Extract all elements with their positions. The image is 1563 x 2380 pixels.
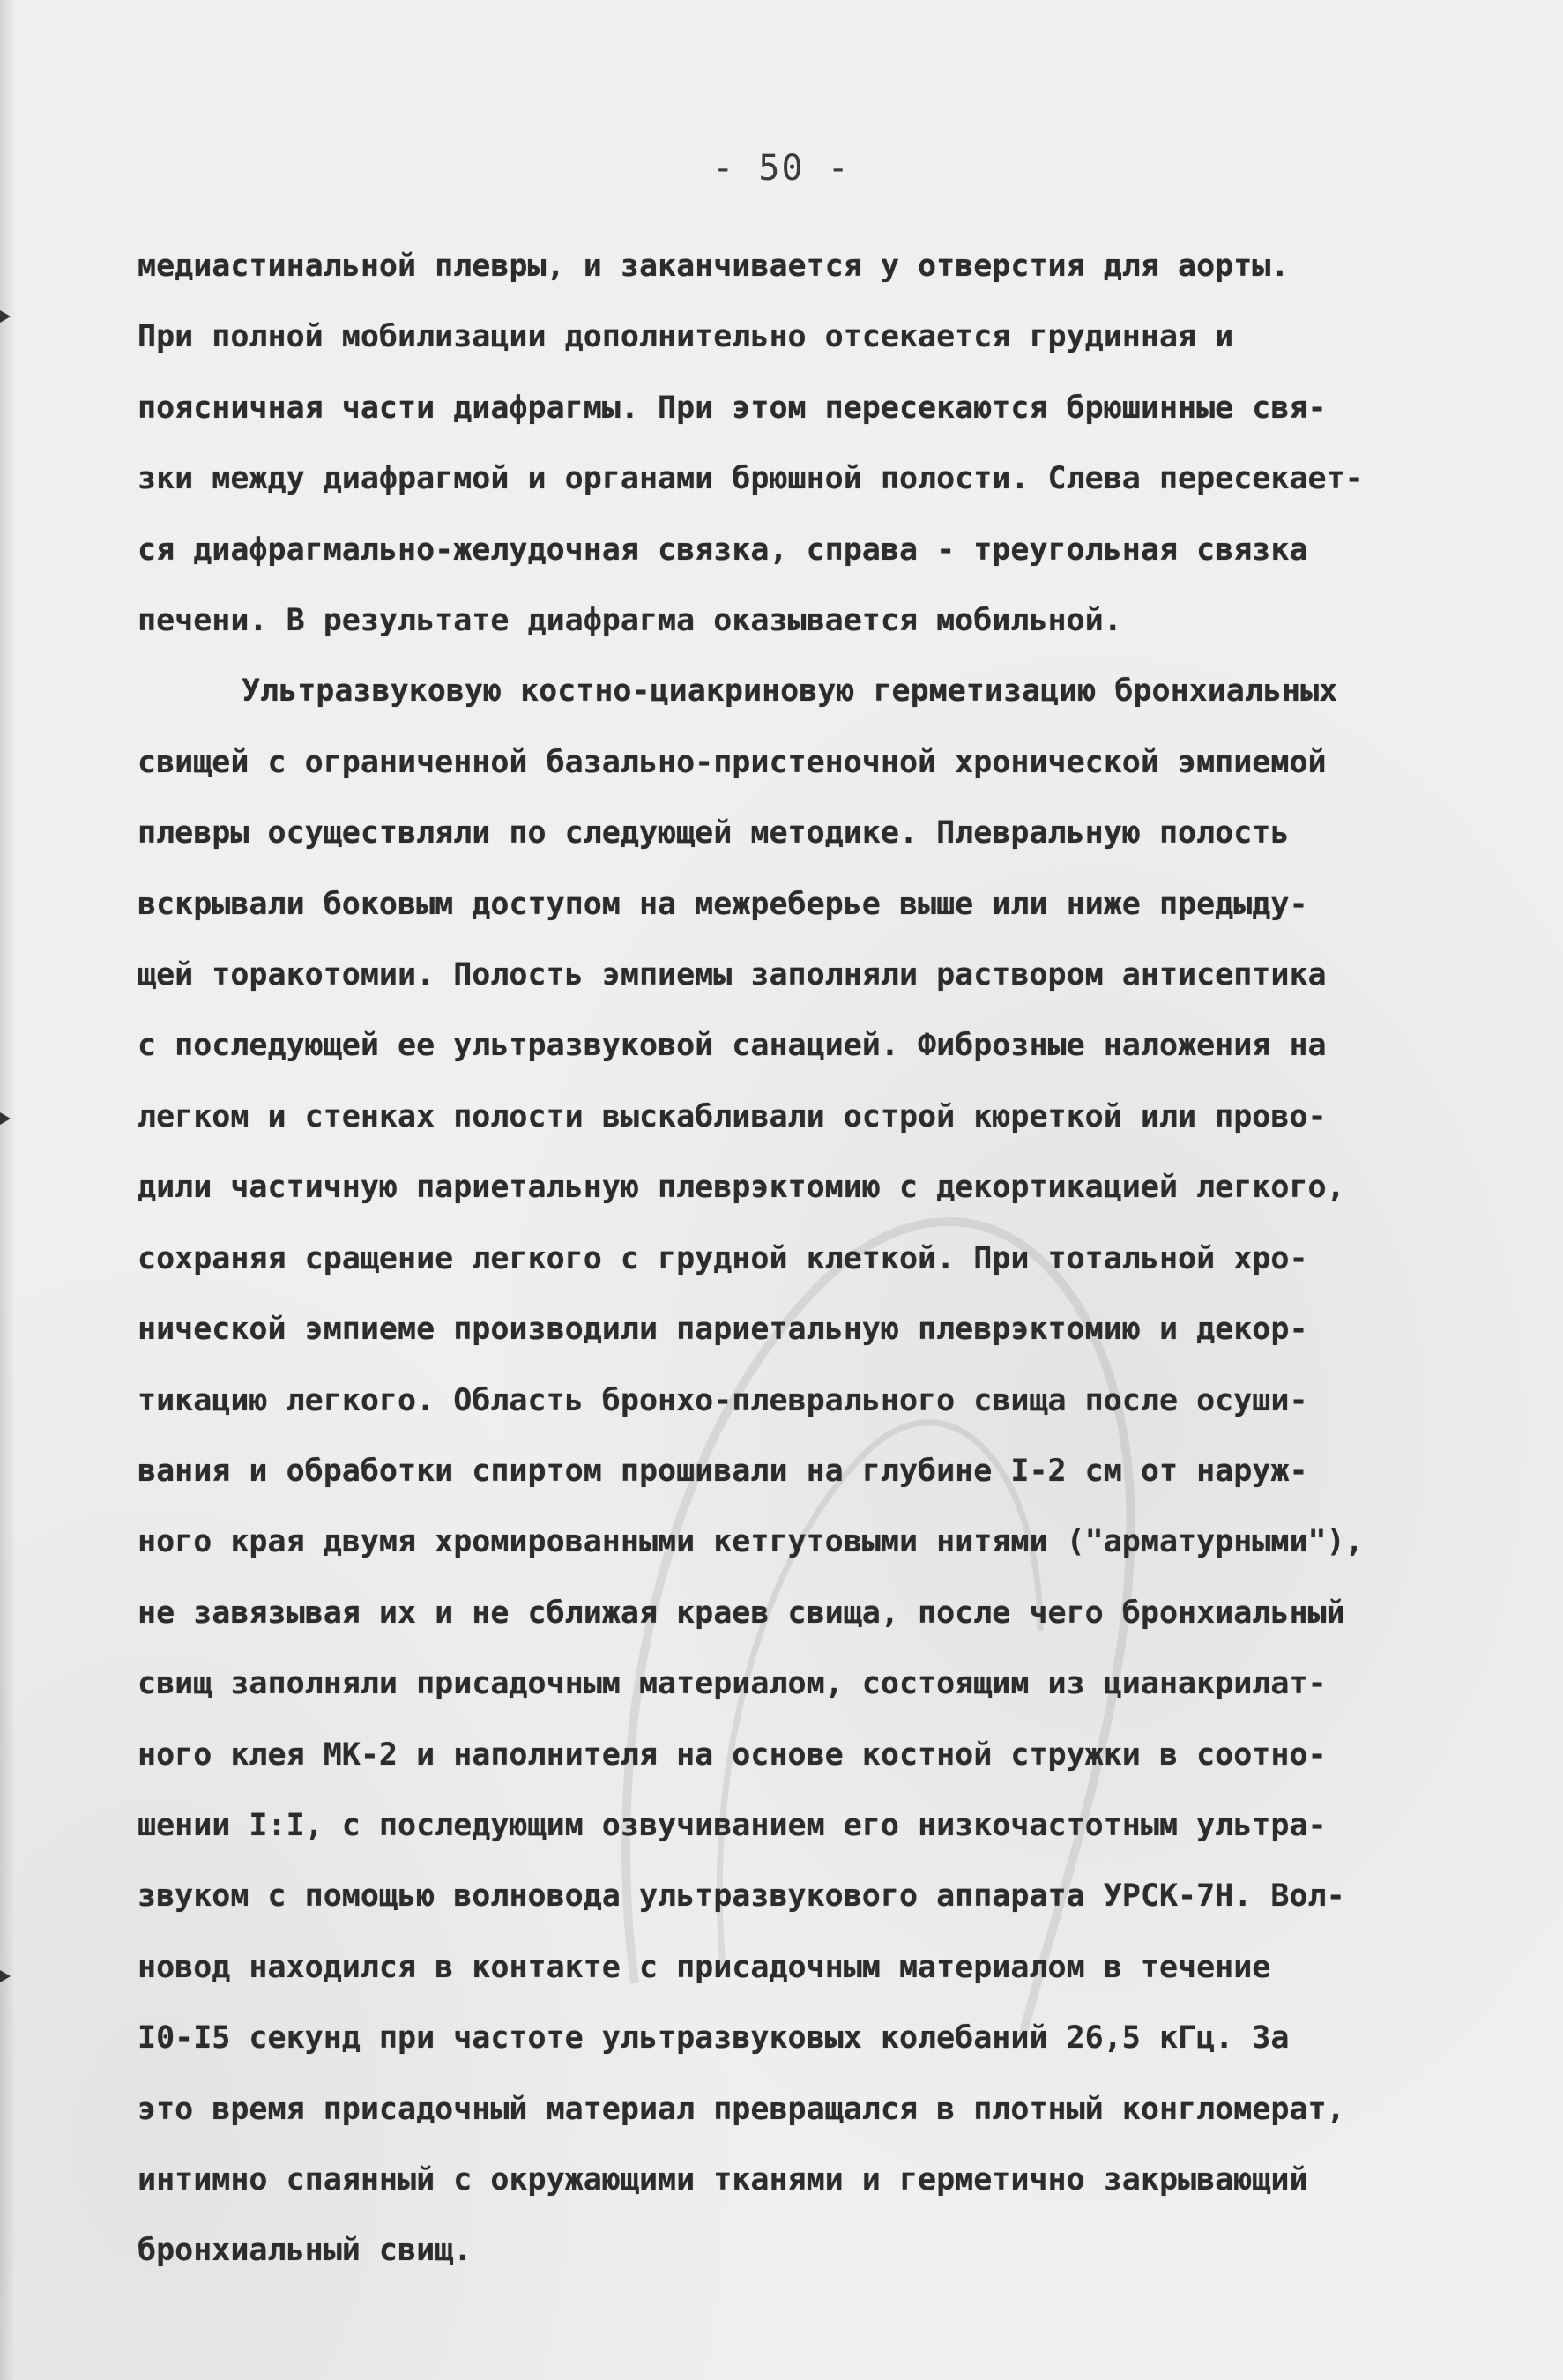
text-line: сохраняя сращение легкого с грудной клеткой. При тотальной хро-: [138, 1240, 1308, 1276]
text-line: медиастинальной плевры, и заканчивается у отверстия для аорты.: [138, 249, 1290, 284]
text-line: ного края двумя хромированными кетгутовыми нитями ("арматурными"),: [138, 1524, 1364, 1560]
text-line: плевры осуществляли по следующей методике. Плевральную полость: [138, 815, 1290, 852]
binding-mark: [0, 1970, 11, 1982]
text-line: ного клея МК-2 и наполнителя на основе костной стружки в соотно-: [138, 1737, 1327, 1773]
text-line: это время присадочный материал превращался в плотный конгломерат,: [138, 2091, 1345, 2127]
text-line: вания и обработки спиртом прошивали на глубине I-2 см от наруж-: [138, 1453, 1308, 1489]
text-line: интимно спаянный с окружающими тканями и герметично закрывающий: [138, 2161, 1308, 2198]
binding-mark: [0, 310, 11, 323]
text-line: новод находился в контакте с присадочным материалом в течение: [138, 1949, 1271, 1985]
text-line: печени. В результате диафрагма оказывается мобильной.: [138, 603, 1122, 639]
binding-mark: [0, 1112, 11, 1125]
text-line: ся диафрагмально-желудочная связка, справа - треугольная связка: [138, 532, 1308, 568]
text-line: свищей с ограниченной базально-пристеночной хронической эмпиемой: [138, 744, 1327, 780]
text-line: щей торакотомии. Полость эмпиемы заполняли раствором антисептика: [138, 957, 1327, 993]
text-line: Ультразвуковую костно-циакриновую герметизацию бронхиальных: [242, 673, 1338, 710]
text-line: шении I:I, с последующим озвучиванием его низкочастотным ультра-: [138, 1807, 1327, 1843]
text-line: звуком с помощью волновода ультразвукового аппарата УРСК-7Н. Вол-: [138, 1878, 1345, 1915]
paragraph: [138, 231, 1500, 656]
text-line: вскрывали боковым доступом на межреберье выше или ниже предыду-: [138, 886, 1308, 922]
text-line: легком и стенках полости выскабливали острой кюреткой или прово-: [138, 1098, 1327, 1134]
text-line: свищ заполняли присадочным материалом, состоящим из цианакрилат-: [138, 1666, 1327, 1702]
text-line: не завязывая их и не сближая краев свища, после чего бронхиальный: [138, 1595, 1345, 1631]
text-line: бронхиальный свищ.: [138, 2233, 473, 2269]
text-line: I0-I5 секунд при частоте ультразвуковых колебаний 26,5 кГц. За: [138, 2020, 1290, 2056]
text-line: дили частичную париетальную плеврэктомию с декортикацией легкого,: [138, 1170, 1345, 1206]
paragraph: [138, 656, 1500, 2286]
text-line: с последующей ее ультразвуковой санацией. Фиброзные наложения на: [138, 1028, 1327, 1064]
page-number: - 50 -: [712, 148, 851, 189]
body-text: [138, 231, 1500, 2287]
text-line: поясничная части диафрагмы. При этом пересекаются брюшинные свя-: [138, 390, 1327, 426]
text-line: нической эмпиеме производили париетальную плеврэктомию и декор-: [138, 1312, 1308, 1348]
text-line: тикацию легкого. Область бронхо-плеврального свища после осуши-: [138, 1382, 1308, 1418]
text-line: зки между диафрагмой и органами брюшной полости. Слева пересекает-: [138, 461, 1364, 497]
text-line: При полной мобилизации дополнительно отсекается грудинная и: [138, 319, 1234, 355]
